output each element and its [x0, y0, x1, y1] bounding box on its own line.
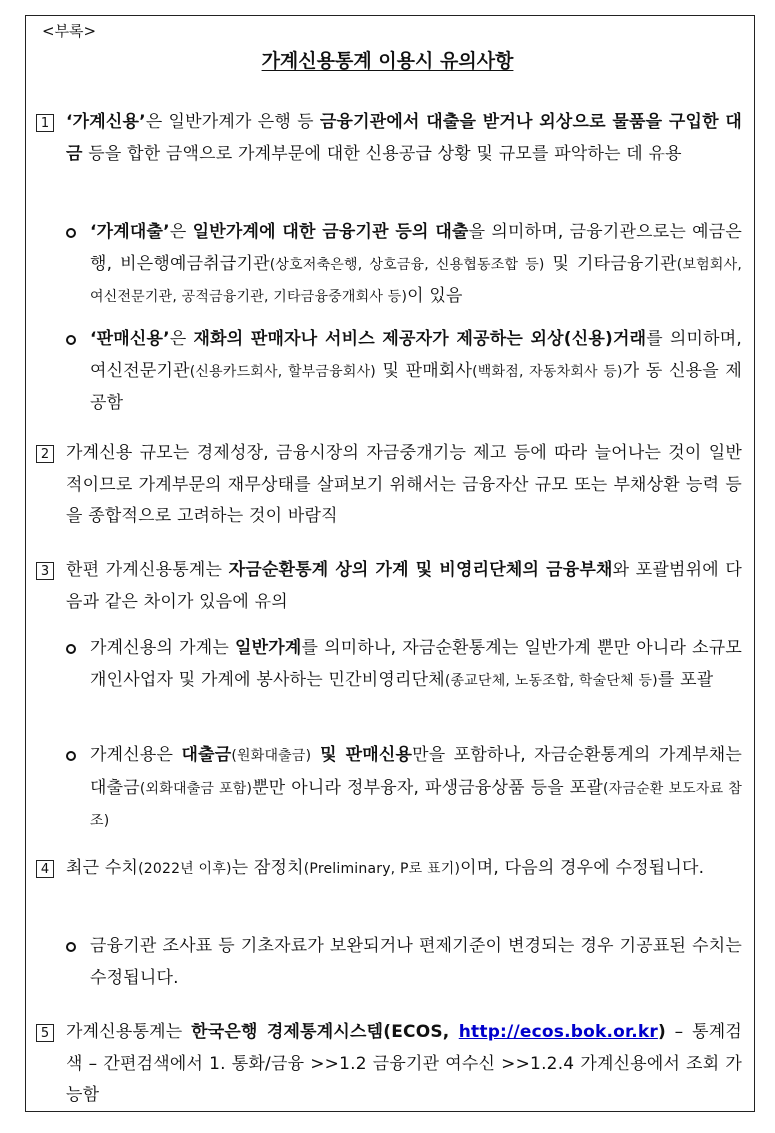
bullet-icon — [66, 644, 76, 654]
section-4: 최근 수치(2022년 이후)는 잠정치(Preliminary, P로 표기)이며, 다음의 경우에 수정됩니다. — [66, 858, 705, 878]
section-2: 가계신용 규모는 경제성장, 금융시장의 자금중개기능 제고 등에 따라 늘어나는 것이 일반적이므로 가계부문의 재무상태를 살펴보기 위해서는 금융자산 규모 또는 부채상환 능력 등을 종합적으로 고려하는 것이 바람직 — [66, 443, 742, 526]
bullet-revision: 금융기관 조사표 등 기초자료가 보완되거나 편제기준이 변경되는 경우 기공표된 수치는 수정됩니다. — [66, 931, 742, 994]
appendix-tag: <부록> — [42, 22, 97, 40]
bullet-sales-credit: ‘판매신용’은 재화의 판매자나 서비스 제공자가 제공하는 외상(신용)거래를 의미하며, 여신전문기관(신용카드회사, 할부금융회사) 및 판매회사(백화점, 자동차회사 등)가 동 신용을 제공함 — [66, 324, 742, 420]
section-number-5: 5 — [36, 1024, 54, 1042]
bullet-household-scope: 가계신용의 가계는 일반가계를 의미하나, 자금순환통계는 일반가계 뿐만 아니라 소규모 개인사업자 및 가계에 봉사하는 민간비영리단체(종교단체, 노동조합, 학술단체 등)를 포괄 — [66, 633, 742, 697]
term-household-credit: ‘가계신용’ — [66, 112, 146, 132]
section-number-3: 3 — [36, 562, 54, 580]
bullet-icon — [66, 335, 76, 345]
bullet-household-loans: ‘가계대출’은 일반가계에 대한 금융기관 등의 대출을 의미하며, 금융기관으로는 예금은행, 비은행예금취급기관(상호저축은행, 상호금융, 신용협동조합 등) 및 기타금융기관(보험회사, 여신전문기관, 공적금융기관, 기타금융중개회사 등)이 있음 — [66, 217, 742, 314]
section-1: ‘가계신용’은 일반가계가 은행 등 금융기관에서 대출을 받거나 외상으로 물품을 구입한 대금 등을 합한 금액으로 가계부문에 대한 신용공급 상황 및 규모를 파악하는 데 유용 — [66, 112, 742, 164]
section-3: 한편 가계신용통계는 자금순환통계 상의 가계 및 비영리단체의 금융부채와 포괄범위에 다음과 같은 차이가 있음에 유의 — [66, 560, 743, 612]
page-title — [0, 46, 775, 73]
ecos-link[interactable]: http://ecos.bok.or.kr — [458, 1022, 658, 1042]
bullet-debt-scope: 가계신용은 대출금(원화대출금) 및 판매신용만을 포함하나, 자금순환통계의 가계부채는 대출금(외화대출금 포함)뿐만 아니라 정부융자, 파생금융상품 등을 포괄(자금순환 보도자료 참조) — [66, 740, 742, 838]
bullet-icon — [66, 751, 76, 761]
section-number-2: 2 — [36, 445, 54, 463]
section-5: 가계신용통계는 한국은행 경제통계시스템(ECOS, http://ecos.bok.or.kr) – 통계검색 – 간편검색에서 1. 통화/금융 >>1.2 금융기관 여수신 >>1.2.4 가계신용에서 조회 가능함 — [66, 1022, 743, 1105]
bullet-icon — [66, 228, 76, 238]
title-text: 가계신용통계 이용시 유의사항 — [261, 50, 514, 72]
section-number-4: 4 — [36, 860, 54, 878]
section-number-1: 1 — [36, 114, 54, 132]
bullet-icon — [66, 942, 76, 952]
